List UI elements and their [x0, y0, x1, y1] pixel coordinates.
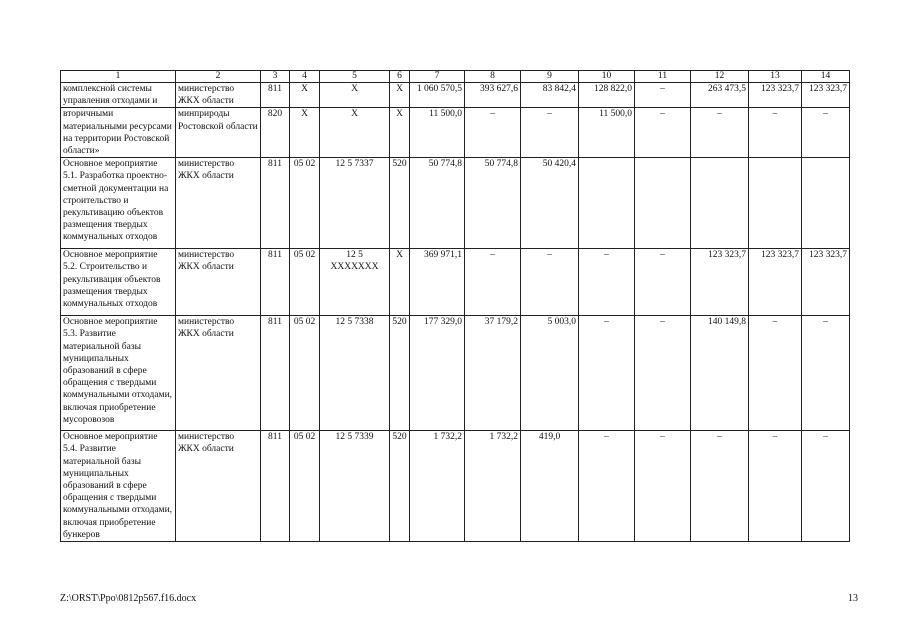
- table-cell: 369 971,1: [410, 249, 465, 316]
- table-cell: 820: [261, 108, 290, 158]
- table-cell: 811: [261, 431, 290, 542]
- table-cell: 05 02: [290, 316, 320, 431]
- table-cell: Х: [290, 108, 320, 158]
- table-cell: –: [749, 108, 802, 158]
- table-cell: Х: [290, 83, 320, 108]
- table-cell: –: [635, 431, 691, 542]
- table-cell: 811: [261, 83, 290, 108]
- table-cell: 12 5 ХХХХХХХ: [320, 249, 390, 316]
- footer-file-path: Z:\ORST\Ppo\0812p567.f16.docx: [60, 593, 197, 604]
- measure-name-cell: Основное мероприятие 5.1. Разработка проектно-сметной документации на строительство и рекультивацию объектов размещения твердых коммунальных отходов: [61, 158, 176, 249]
- table-cell: 37 179,2: [465, 316, 521, 431]
- table-cell: 811: [261, 316, 290, 431]
- table-cell: 123 323,7: [802, 83, 850, 108]
- column-header: 10: [579, 71, 635, 83]
- table-cell: 123 323,7: [749, 83, 802, 108]
- column-header: 12: [691, 71, 749, 83]
- table-cell: –: [579, 431, 635, 542]
- table-cell: –: [635, 108, 691, 158]
- table-cell: 83 842,4: [521, 83, 579, 108]
- table-cell: Х: [390, 108, 410, 158]
- table-cell: [802, 158, 850, 249]
- table-cell: 5 003,0: [521, 316, 579, 431]
- table-cell: 123 323,7: [691, 249, 749, 316]
- table-cell: Х: [390, 83, 410, 108]
- table-cell: –: [579, 316, 635, 431]
- table-cell: [691, 158, 749, 249]
- column-header: 9: [521, 71, 579, 83]
- executor-cell: министерство ЖКХ области: [176, 249, 261, 316]
- table-row: [61, 431, 850, 542]
- table-cell: –: [521, 108, 579, 158]
- table-cell: –: [579, 249, 635, 316]
- measure-name-cell: Основное мероприятие 5.3. Развитие материальной базы муниципальных образований в сфере обращения с твердыми коммунальными отходами, включая приобретение мусоровозов: [61, 316, 176, 431]
- table-cell: –: [635, 249, 691, 316]
- table-cell: 123 323,7: [802, 249, 850, 316]
- table-cell: 520: [390, 158, 410, 249]
- column-header: 8: [465, 71, 521, 83]
- table-cell: 12 5 7337: [320, 158, 390, 249]
- column-header: 7: [410, 71, 465, 83]
- column-header: 3: [261, 71, 290, 83]
- column-header: 2: [176, 71, 261, 83]
- measure-name-cell: Основное мероприятие 5.2. Строительство и рекультивация объектов размещения твердых коммунальных отходов: [61, 249, 176, 316]
- table-cell: –: [802, 431, 850, 542]
- table-cell: 50 774,8: [410, 158, 465, 249]
- table-cell: 177 329,0: [410, 316, 465, 431]
- measure-name-cell: вторичными материальными ресурсами на территории Ростовской области»: [61, 108, 176, 158]
- table-cell: 05 02: [290, 249, 320, 316]
- column-header: 11: [635, 71, 691, 83]
- table-cell: 11 500,0: [579, 108, 635, 158]
- table-cell: [749, 158, 802, 249]
- table-cell: 128 822,0: [579, 83, 635, 108]
- table-cell: 50 774,8: [465, 158, 521, 249]
- table-cell: 419,0: [521, 431, 579, 542]
- executor-cell: министерство ЖКХ области: [176, 431, 261, 542]
- table-cell: –: [749, 431, 802, 542]
- table-cell: –: [691, 108, 749, 158]
- executor-cell: министерство ЖКХ области: [176, 316, 261, 431]
- table-cell: –: [465, 108, 521, 158]
- table-cell: 12 5 7338: [320, 316, 390, 431]
- table-cell: [635, 158, 691, 249]
- table-cell: –: [635, 316, 691, 431]
- table-cell: –: [465, 249, 521, 316]
- measure-name-cell: комплексной системы управления отходами и: [61, 83, 176, 108]
- measure-name-cell: Основное мероприятие 5.4. Развитие материальной базы муниципальных образований в сфере обращения с твердыми коммунальными отходами, включая приобретение бункеров: [61, 431, 176, 542]
- page-number: 13: [848, 593, 858, 604]
- table-cell: [579, 158, 635, 249]
- table-cell: 811: [261, 158, 290, 249]
- column-header: 1: [61, 71, 176, 83]
- table-cell: 50 420,4: [521, 158, 579, 249]
- table-cell: 393 627,6: [465, 83, 521, 108]
- table-cell: –: [635, 83, 691, 108]
- table-row: [61, 316, 850, 431]
- table-row: [61, 249, 850, 316]
- table-cell: –: [802, 108, 850, 158]
- table-row: [61, 108, 850, 158]
- table-cell: 140 149,8: [691, 316, 749, 431]
- table-row: [61, 83, 850, 108]
- column-header: 13: [749, 71, 802, 83]
- table-cell: Х: [320, 108, 390, 158]
- table-cell: 1 060 570,5: [410, 83, 465, 108]
- column-header: 5: [320, 71, 390, 83]
- table-cell: 811: [261, 249, 290, 316]
- table-cell: 520: [390, 431, 410, 542]
- table-cell: 05 02: [290, 158, 320, 249]
- executor-cell: министерство ЖКХ области: [176, 83, 261, 108]
- executor-cell: минприроды Ростовской области: [176, 108, 261, 158]
- table-cell: Х: [320, 83, 390, 108]
- table-cell: 520: [390, 316, 410, 431]
- table-cell: 11 500,0: [410, 108, 465, 158]
- executor-cell: министерство ЖКХ области: [176, 158, 261, 249]
- table-cell: –: [521, 249, 579, 316]
- column-header: 14: [802, 71, 850, 83]
- column-header: 6: [390, 71, 410, 83]
- table-cell: 05 02: [290, 431, 320, 542]
- table-cell: –: [749, 316, 802, 431]
- table-cell: 263 473,5: [691, 83, 749, 108]
- budget-table: [60, 70, 850, 542]
- table-cell: 12 5 7339: [320, 431, 390, 542]
- column-header: 4: [290, 71, 320, 83]
- table-cell: 1 732,2: [465, 431, 521, 542]
- table-cell: 1 732,2: [410, 431, 465, 542]
- table-cell: 123 323,7: [749, 249, 802, 316]
- table-cell: Х: [390, 249, 410, 316]
- table-cell: –: [802, 316, 850, 431]
- table-row: [61, 158, 850, 249]
- table-cell: –: [691, 431, 749, 542]
- table-header-row: [61, 71, 850, 83]
